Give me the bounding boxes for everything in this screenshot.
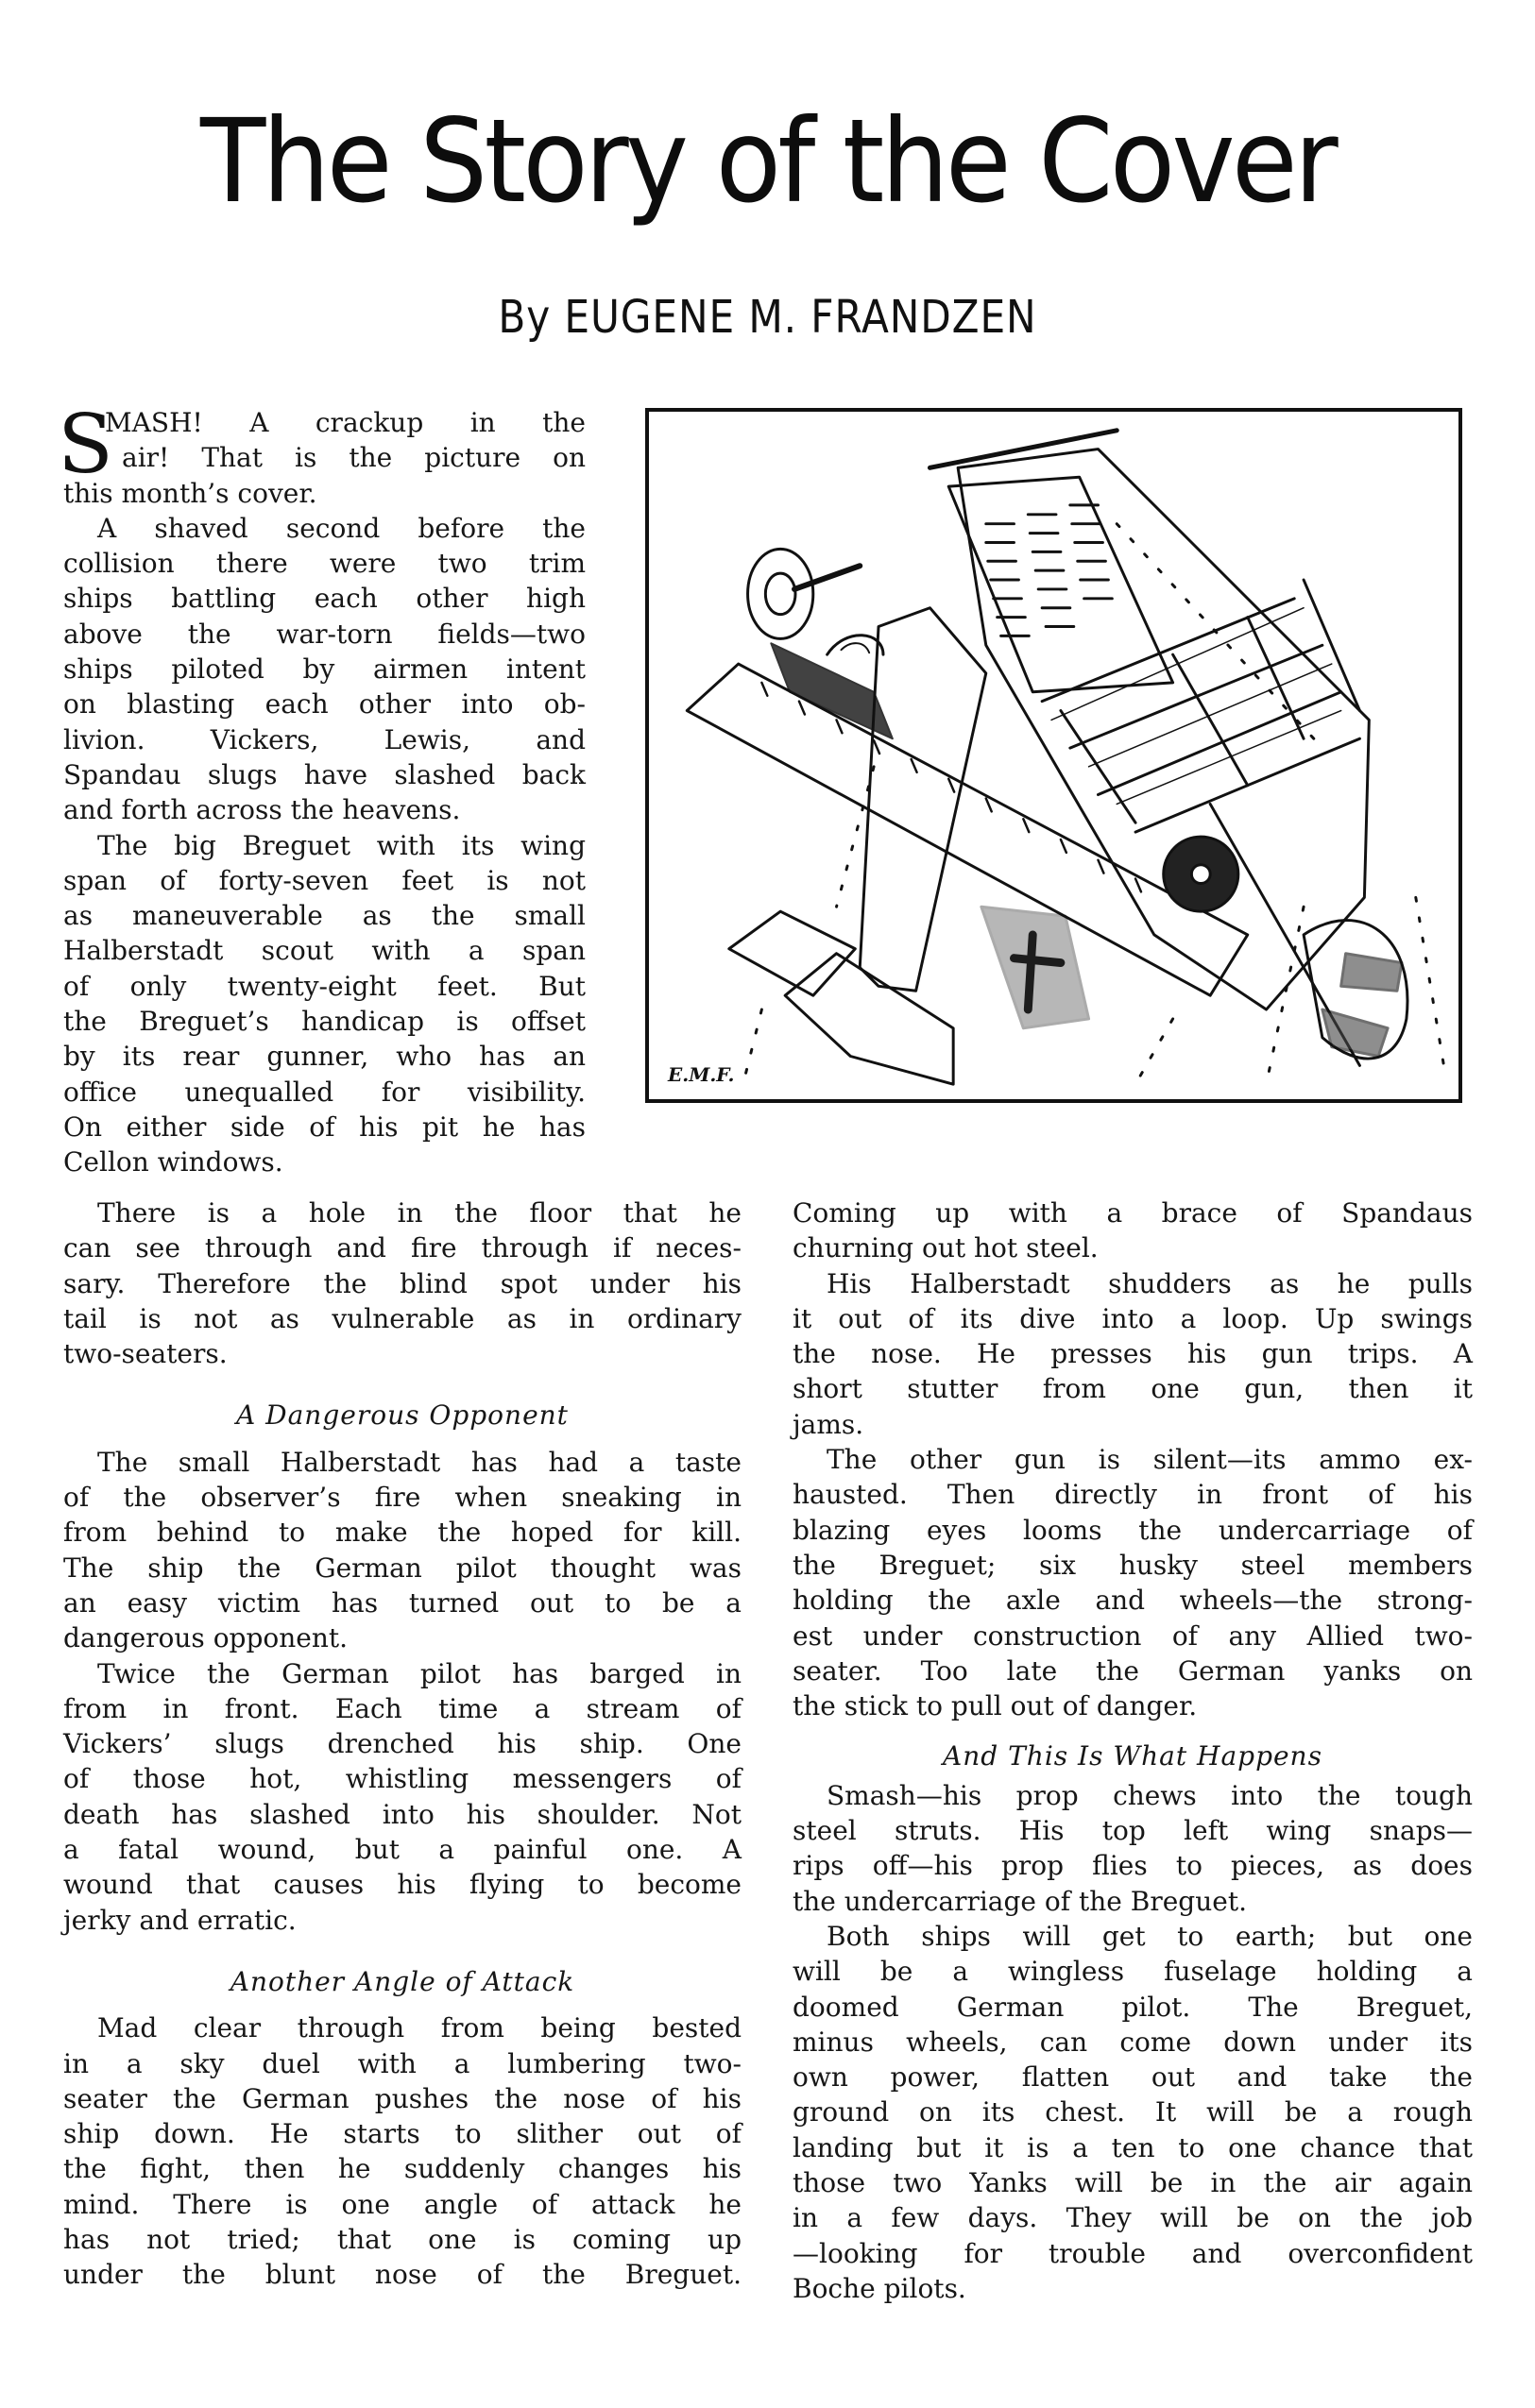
paragraph-line: short stutter from one gun, then it [793,1373,1473,1405]
paragraph-line: in a few days. They will be on the job [793,2202,1473,2234]
paragraph-line: death has slashed into his shoulder. Not [63,1798,742,1830]
paragraph-line: minus wheels, can come down under its [793,2026,1473,2058]
paragraph-line: holding the axle and wheels—the strong- [793,1585,1473,1617]
paragraph-line: ships piloted by airmen intent [63,653,586,686]
paragraph-line: sary. Therefore the blind spot under his [63,1267,742,1299]
paragraph-line: on blasting each other into ob- [63,688,586,721]
spacer [63,1938,742,1964]
paragraph-line: steel struts. His top left wing snaps— [793,1815,1473,1847]
paragraph-line: span of forty-seven feet is not [63,864,586,896]
paragraph-line: Vickers’ slugs drenched his ship. One [63,1728,742,1760]
paragraph-line: of those hot, whistling messengers of [63,1763,742,1795]
paragraph-line: the Breguet’s handicap is offset [63,1006,586,1038]
paragraph-line: the undercarriage of the Breguet. [793,1885,1247,1917]
paragraph-line: landing but it is a ten to one chance that [793,2131,1473,2163]
subhead-what-happens: And This Is What Happens [943,1740,1322,1772]
paragraph-line: an easy victim has turned out to be a [63,1586,742,1619]
paragraph-line: mind. There is one angle of attack he [63,2188,742,2220]
paragraph-line: churning out hot steel. [793,1232,1099,1264]
left-column-body [63,1196,742,2293]
paragraph-line: On either side of his pit he has [63,1111,586,1143]
halberstadt-wing [687,664,1247,995]
paragraph-line: The small Halberstadt has had a taste [97,1446,742,1478]
paragraph-line: doomed German pilot. The Breguet, [793,1991,1473,2023]
left-column-intro [58,398,586,1180]
paragraph-line: can see through and fire through if neces- [63,1232,742,1264]
paragraph-line: There is a hole in the floor that he [97,1197,742,1229]
paragraph-line: wound that causes his flying to become [63,1869,742,1901]
paragraph-line: from behind to make the hoped for kill. [63,1517,742,1549]
paragraph-line: seater the German pushes the nose of his [63,2082,742,2114]
paragraph-line: The ship the German pilot thought was [63,1552,742,1584]
paragraph-line: Cellon windows. [63,1146,283,1179]
article-title: The Story of the Cover [199,94,1335,229]
biplane-collision-drawing [649,412,1458,1099]
paragraph-line: this month’s cover. [63,477,317,509]
paragraph-line: hausted. Then directly in front of his [793,1479,1473,1511]
paragraph-line: jerky and erratic. [63,1904,297,1936]
spacer [63,1433,742,1445]
paragraph-line: of the observer’s fire when sneaking in [63,1482,742,1514]
paragraph-line: ground on its chest. It will be a rough [793,2096,1473,2128]
spacer [793,1723,1473,1738]
paragraph-line: from in front. Each time a stream of [63,1692,742,1724]
paragraph-line: rips off—his prop flies to pieces, as does [793,1850,1473,1882]
paragraph-line: as maneuverable as the small [63,900,586,932]
breguet-upper-wing [948,477,1172,692]
paragraph-line: and forth across the heavens. [63,794,461,826]
paragraph-line: collision there were two trim [63,548,586,580]
paragraph-line: Smash—his prop chews into the tough [827,1779,1473,1811]
paragraph-line: Boche pilots. [793,2272,966,2304]
paragraph-line: the stick to pull out of danger. [793,1690,1198,1722]
cover-illustration [645,408,1462,1103]
right-column-body [793,1196,1473,2306]
paragraph-line: by its rear gunner, who has an [63,1041,586,1073]
spacer [63,1371,742,1398]
paragraph-line: The big Breguet with its wing [97,829,586,861]
paragraph-line: —looking for trouble and overconfident [793,2237,1473,2269]
paragraph-line: air! That is the picture on [122,442,586,474]
paragraph-line: the Breguet; six husky steel members [793,1549,1473,1581]
spacer [63,1999,742,2010]
paragraph-line: MASH! A crackup in the [105,407,586,438]
subhead-dangerous-opponent: A Dangerous Opponent [236,1399,569,1432]
paragraph-line: under the blunt nose of the Breguet. [63,2259,742,2291]
artist-signature: E.M.F. [668,1063,735,1086]
paragraph-line: His Halberstadt shudders as he pulls [827,1267,1473,1299]
paragraph-line: will be a wingless fuselage holding a [793,1956,1473,1988]
paragraph-line: tail is not as vulnerable as in ordinary [63,1302,742,1334]
paragraph-line: of only twenty-eight feet. But [63,970,586,1002]
paragraph-line: ship down. He starts to slither out of [63,2118,742,2150]
paragraph-line: Twice the German pilot has barged in [97,1657,742,1689]
paragraph-line: office unequalled for visibility. [63,1076,586,1108]
paragraph-line: ships battling each other high [63,583,586,615]
paragraph-line: the nose. He presses his gun trips. A [793,1338,1473,1370]
paragraph-line: Halberstadt scout with a span [63,935,586,967]
paragraph-line: own power, flatten out and take the [793,2061,1473,2094]
paragraph-line: two-seaters. [63,1338,228,1370]
drop-cap: S [58,398,113,492]
paragraph-line: A shaved second before the [97,512,586,544]
halberstadt-fuselage [860,608,986,992]
paragraph-line: Spandau slugs have slashed back [63,758,586,790]
paragraph-line: The other gun is silent—its ammo ex- [827,1444,1473,1476]
paragraph-line: has not tried; that one is coming up [63,2224,742,2256]
paragraph-line: blazing eyes looms the undercarriage of [793,1514,1473,1546]
paragraph-line: jams. [793,1408,864,1440]
paragraph-line: dangerous opponent. [63,1622,349,1654]
paragraph-line: a fatal wound, but a painful one. A [63,1834,742,1866]
paragraph-line: livion. Vickers, Lewis, and [63,723,586,755]
paragraph-line: above the war-torn fields—two [63,618,586,650]
paragraph-line: the fight, then he suddenly changes his [63,2153,742,2185]
paragraph-line: it out of its dive into a loop. Up swings [793,1302,1473,1334]
paragraph-line: est under construction of any Allied two- [793,1619,1473,1652]
paragraph-line: those two Yanks will be in the air again [793,2167,1473,2199]
subhead-another-angle: Another Angle of Attack [230,1965,575,1997]
paragraph-line: Both ships will get to earth; but one [827,1920,1473,1952]
paragraph-line: seater. Too late the German yanks on [793,1654,1473,1687]
wheel [748,549,813,638]
paragraph-line: Coming up with a brace of Spandaus [793,1197,1473,1229]
paragraph-line: in a sky duel with a lumbering two- [63,2047,742,2079]
paragraph-line: Mad clear through from being bested [97,2012,742,2044]
byline: By EUGENE M. FRANDZEN [498,291,1037,344]
